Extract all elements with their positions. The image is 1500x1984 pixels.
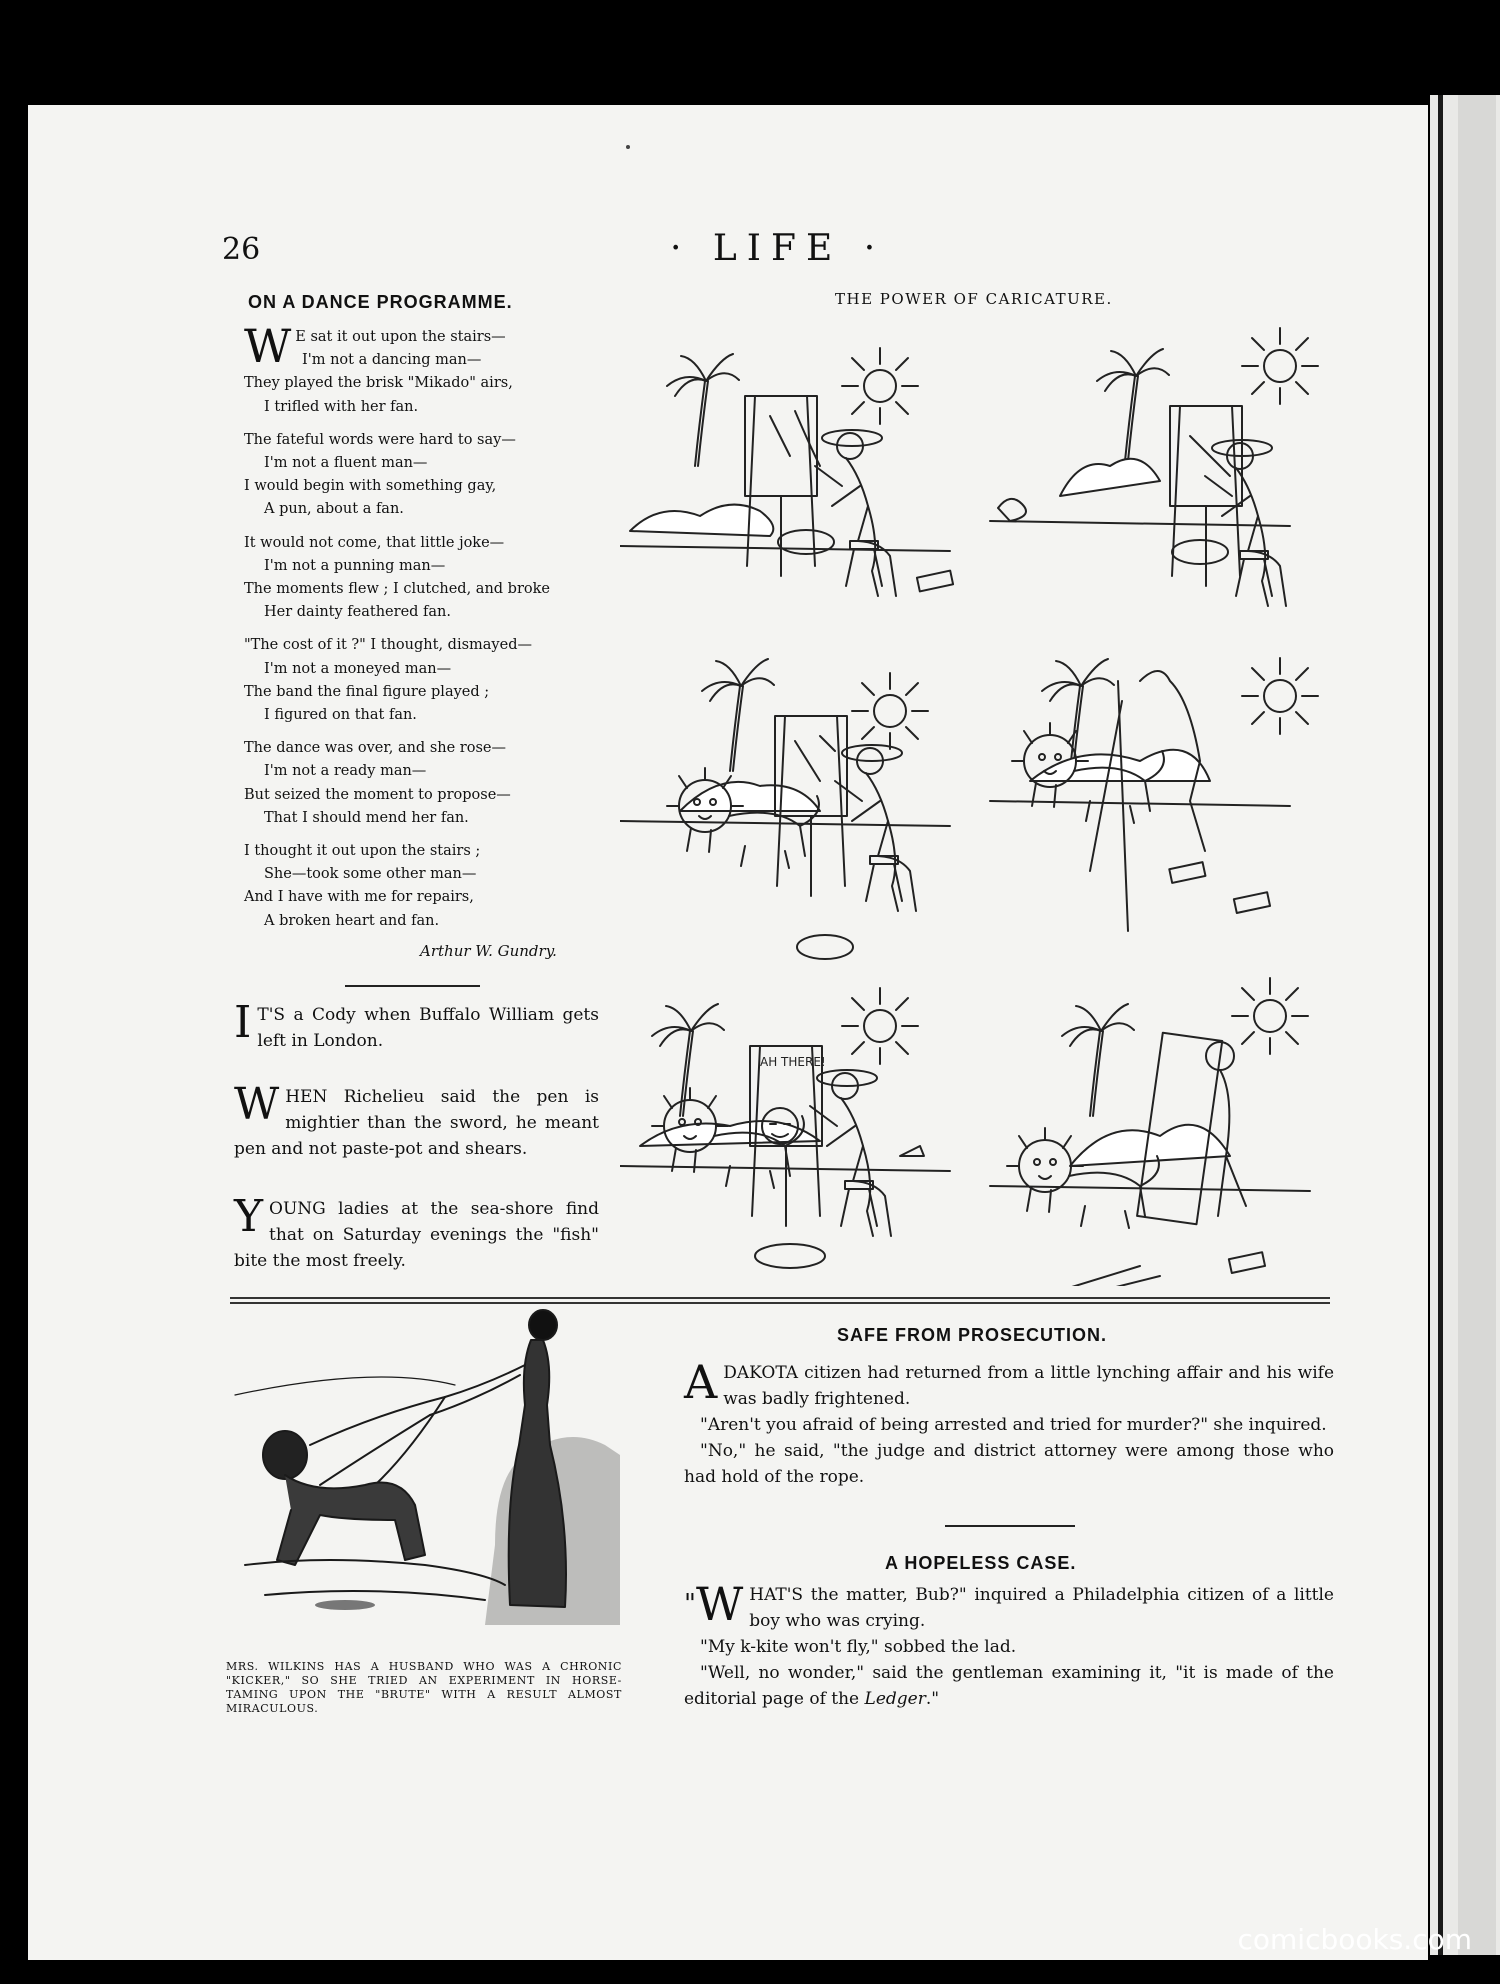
squib-text: HEN Richelieu said the pen is mightier than the sword, he meant pen and not paste-pot and shears. (234, 1087, 599, 1159)
poem-line: I trifled with her fan. (264, 398, 419, 415)
squib-ladies (234, 1191, 599, 1274)
poem-stanza (244, 634, 604, 727)
watermark: comicbooks.com (1237, 1923, 1472, 1956)
cartoon-panel-1 (620, 348, 953, 596)
poem-line: I would begin with something gay, (244, 478, 497, 495)
poem-line: I'm not a ready man— (264, 763, 427, 780)
story2-text: "Well, no wonder," said the gentleman examining it, "it is made of the editorial page of the (684, 1663, 1334, 1709)
story2-dropcap (684, 1577, 744, 1631)
story2-body (684, 1577, 1334, 1712)
story1-paragraph: DAKOTA citizen had returned from a little lynching affair and his wife was badly frightened. (723, 1363, 1334, 1409)
cartoon-panel-4 (990, 658, 1318, 931)
divider (345, 985, 480, 987)
masthead: · LIFE · (670, 228, 886, 269)
squib-cody (234, 997, 599, 1054)
poem-line: I'm not a punning man— (264, 557, 446, 574)
squib-dropcap: W (234, 1079, 280, 1130)
squib-text: OUNG ladies at the sea-shore find that on Saturday evenings the "fish" bite the most freely. (234, 1199, 599, 1271)
illustration-caption: MRS. WILKINS HAS A HUSBAND WHO WAS A CHRONIC "KICKER," SO SHE TRIED AN EXPERIMENT IN HORSE-TAMING UPON THE "BRUTE" WITH A RESULT ALMOST MIRACULOUS. (226, 1660, 622, 1715)
poem-line: I figured on that fan. (264, 707, 417, 724)
poem-line: The dance was over, and she rose— (244, 740, 506, 757)
story2-title: A HOPELESS CASE. (885, 1553, 1077, 1573)
section-divider (230, 1302, 1330, 1304)
squib-text: T'S a Cody when Buffalo William gets left in London. (257, 1005, 599, 1051)
poem-line: The fateful words were hard to say— (244, 431, 516, 448)
poem-line: A pun, about a fan. (264, 501, 404, 518)
poem-line: She—took some other man— (264, 866, 477, 883)
poem-author: Arthur W. Gundry. (420, 942, 557, 960)
section-divider (230, 1297, 1330, 1299)
poem-line: "The cost of it ?" I thought, dismayed— (244, 637, 532, 654)
poem-stanza (244, 840, 604, 933)
story2-paragraph (684, 1660, 1334, 1712)
story1-paragraph: "Aren't you afraid of being arrested and tried for murder?" she inquired. (700, 1415, 1327, 1435)
cartoon-panel-2 (990, 328, 1318, 606)
poem-line: I'm not a fluent man— (264, 455, 428, 472)
cartoon-panel-3 (620, 659, 950, 959)
poem-line: I thought it out upon the stairs ; (244, 843, 481, 860)
story2-open-quote: " (684, 1589, 696, 1619)
poem-line: That I should mend her fan. (264, 809, 469, 826)
poem-stanza (244, 532, 604, 625)
divider (945, 1525, 1075, 1527)
poem-stanza (244, 429, 604, 522)
horse-taming-illustration (225, 1305, 620, 1650)
poem-line: The band the final figure played ; (244, 683, 490, 700)
adjacent-page-strip (1458, 95, 1496, 1955)
poem (244, 319, 604, 943)
poem-stanza (244, 319, 604, 419)
poem-line: They played the brisk "Mikado" airs, (244, 375, 513, 392)
poem-line: And I have with me for repairs, (244, 889, 474, 906)
story1-dropcap: A (684, 1355, 718, 1409)
caricature-cartoon-sequence (620, 316, 1340, 1286)
cartoon-title: THE POWER OF CARICATURE. (835, 290, 1113, 308)
poem-line: The moments flew ; I clutched, and broke (244, 581, 550, 598)
poem-line: But seized the moment to propose— (244, 786, 511, 803)
squib-dropcap: I (234, 997, 252, 1048)
story1-title: SAFE FROM PROSECUTION. (837, 1325, 1108, 1345)
poem-line: It would not come, that little joke— (244, 534, 505, 551)
story1-body (684, 1355, 1334, 1490)
poem-line: I'm not a moneyed man— (264, 660, 452, 677)
story2-text: ." (925, 1689, 940, 1709)
adjacent-page-shadow (1438, 95, 1443, 1955)
story2-paragraph: "My k-kite won't fly," sobbed the lad. (700, 1637, 1017, 1657)
cartoon-panel-5 (620, 988, 950, 1268)
print-speck (626, 145, 630, 149)
page-number: 26 (222, 232, 261, 267)
story1-paragraph: "No," he said, "the judge and district attorney were among those who had hold of the rope. (684, 1441, 1334, 1487)
poem-title: ON A DANCE PROGRAMME. (248, 292, 513, 312)
poem-line: E sat it out upon the stairs— (295, 329, 506, 345)
poem-stanza (244, 737, 604, 830)
cartoon-panel-6 (990, 978, 1310, 1286)
poem-dropcap: W (244, 319, 292, 373)
story2-paragraph: HAT'S the matter, Bub?" inquired a Philadelphia citizen of a little boy who was crying. (749, 1585, 1334, 1631)
poem-line: I'm not a dancing man— (302, 352, 482, 369)
poem-line: A broken heart and fan. (264, 912, 440, 929)
squib-richelieu (234, 1079, 599, 1162)
adjacent-page-edge (1430, 95, 1500, 1955)
squib-dropcap: Y (234, 1191, 264, 1242)
cartoon-sign-text: AH THERE! (760, 1055, 826, 1069)
story2-ledger: Ledger (864, 1689, 926, 1709)
story2-dropcap-letter: W (695, 1577, 744, 1631)
poem-line: Her dainty feathered fan. (264, 604, 451, 621)
